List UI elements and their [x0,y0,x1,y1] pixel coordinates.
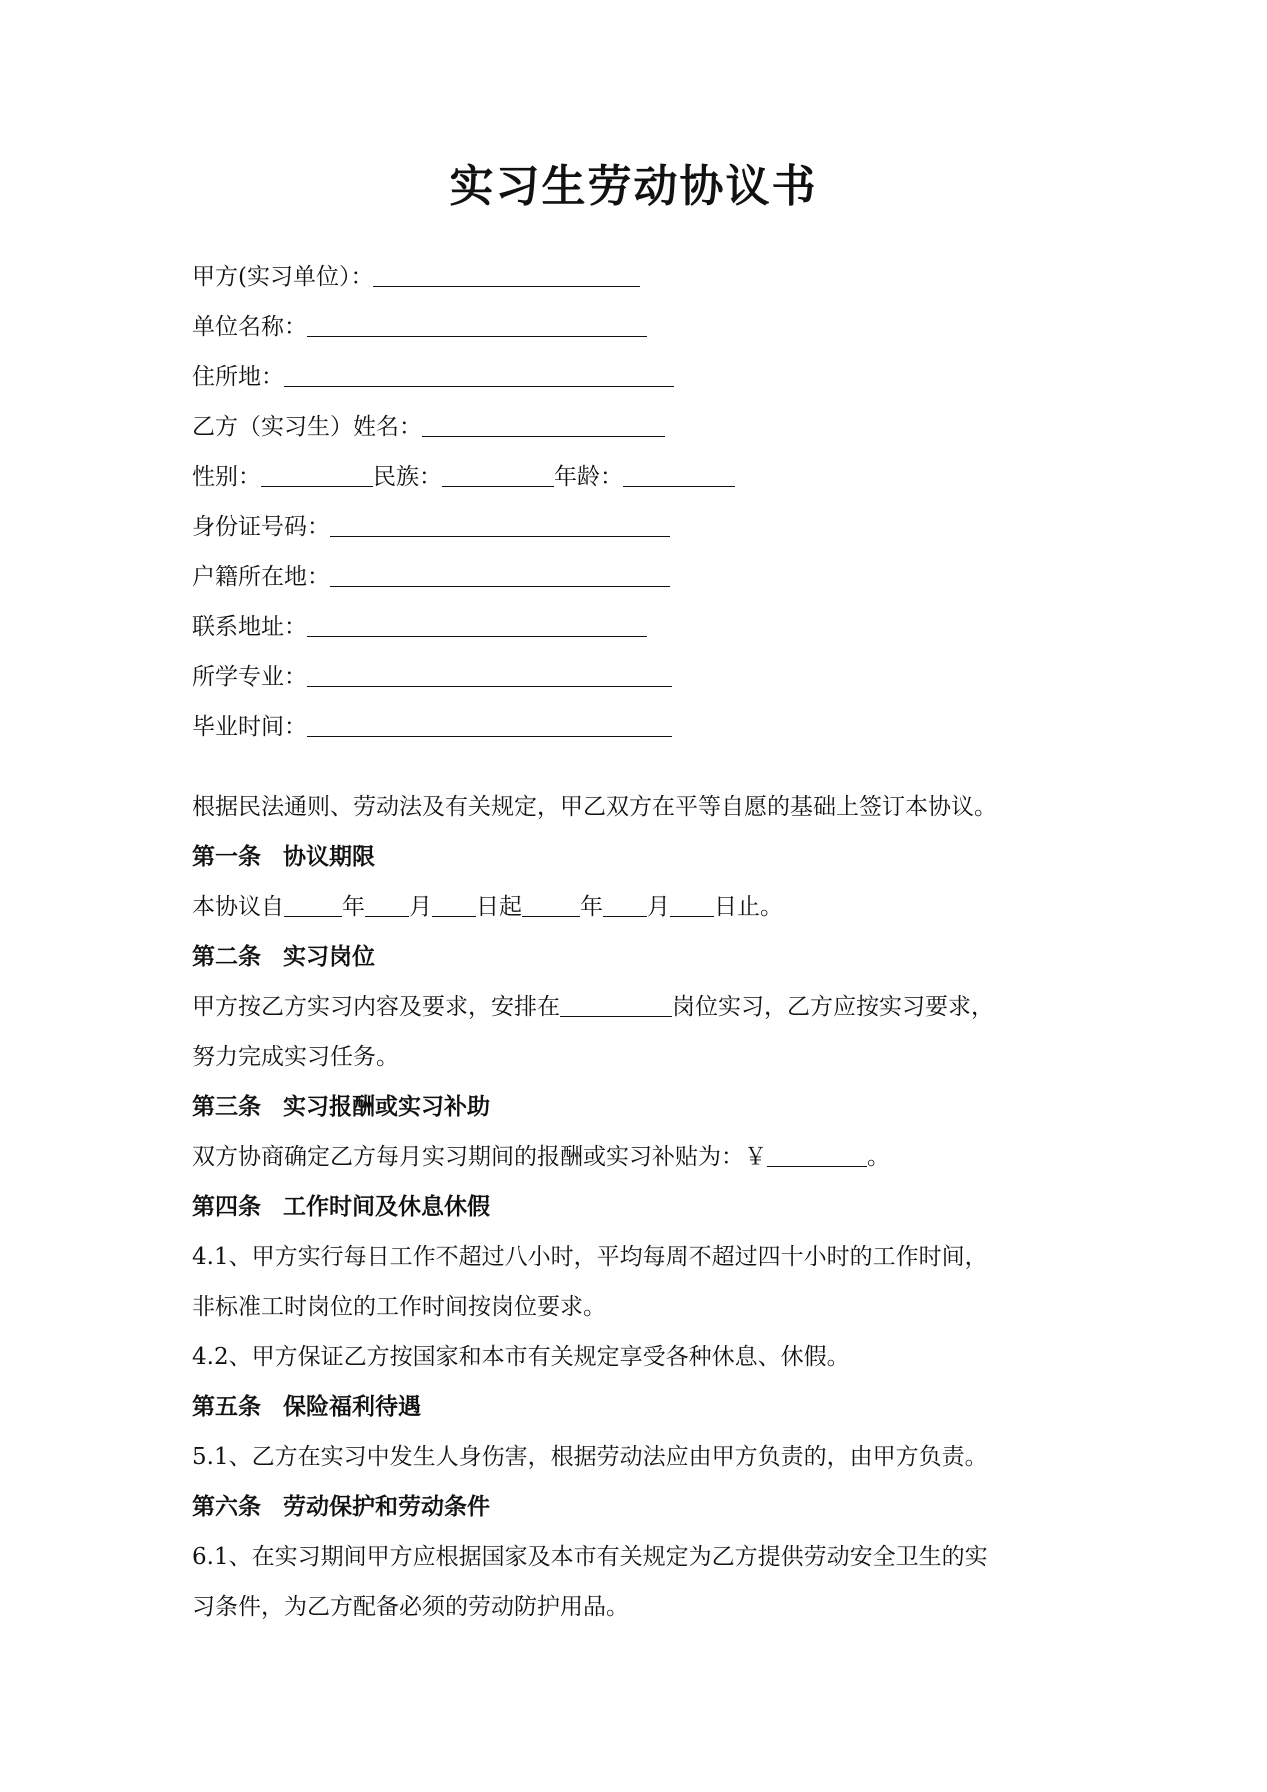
article-title: 保险福利待遇 [283,1394,421,1420]
article-number: 第六条 [192,1494,261,1520]
id-number-blank[interactable] [330,508,670,537]
company-name-label: 单位名称： [192,314,307,340]
pay-line [192,1132,1092,1182]
contact-address-blank[interactable] [307,608,647,637]
term-prefix: 本协议自 [192,894,284,920]
ethnicity-blank[interactable] [442,458,554,487]
position-line [192,982,1092,1032]
article-number: 第一条 [192,844,261,870]
household-label: 户籍所在地： [192,564,330,590]
major-blank[interactable] [307,658,672,687]
contact-address-label: 联系地址： [192,614,307,640]
position-suffix: 岗位实习，乙方应按实习要求， [672,994,994,1020]
position-blank[interactable] [560,988,672,1017]
article-number: 第五条 [192,1394,261,1420]
pay-prefix: 双方协商确定乙方每月实习期间的报酬或实习补贴为：￥ [192,1144,767,1170]
article-number: 第三条 [192,1094,261,1120]
id-number-label: 身份证号码： [192,514,330,540]
intro-paragraph: 根据民法通则、劳动法及有关规定，甲乙双方在平等自愿的基础上签订本协议。 [192,794,997,820]
gender-label: 性别： [192,464,261,490]
article-number: 第四条 [192,1194,261,1220]
article-3-heading [192,1082,1092,1132]
major-label: 所学专业： [192,664,307,690]
start-month-blank[interactable] [365,888,409,917]
age-blank[interactable] [623,458,735,487]
address-blank[interactable] [284,358,674,387]
end-year-blank[interactable] [522,888,580,917]
graduation-row [192,702,1092,752]
article-5-heading [192,1382,1092,1432]
article-6-heading [192,1482,1092,1532]
article-title: 协议期限 [283,844,375,870]
party-b-label: 乙方（实习生）姓名： [192,414,422,440]
start-day-blank[interactable] [432,888,476,917]
household-blank[interactable] [330,558,670,587]
end-month-blank[interactable] [603,888,647,917]
end-day-blank[interactable] [670,888,714,917]
clause-4-1-line-2: 非标准工时岗位的工作时间按岗位要求。 [192,1294,606,1320]
start-day-label: 日起 [476,894,522,920]
spacer [192,752,1092,782]
article-title: 实习报酬或实习补助 [283,1094,490,1120]
start-year-label: 年 [342,894,365,920]
id-number-row [192,502,1092,552]
clause-5-1: 5.1、乙方在实习中发生人身伤害，根据劳动法应由甲方负责的，由甲方负责。 [192,1444,988,1470]
pay-amount-blank[interactable] [767,1138,867,1167]
pay-suffix: 。 [867,1144,890,1170]
article-title: 劳动保护和劳动条件 [283,1494,490,1520]
end-day-label: 日止。 [714,894,783,920]
major-row [192,652,1092,702]
document-title: 实习生劳动协议书 [449,161,818,212]
clause-6-1-line-2: 习条件，为乙方配备必须的劳动防护用品。 [192,1594,629,1620]
graduation-blank[interactable] [307,708,672,737]
party-b-blank[interactable] [422,408,665,437]
clause-6-1-line-1: 6.1、在实习期间甲方应根据国家及本市有关规定为乙方提供劳动安全卫生的实 [192,1544,988,1570]
start-year-blank[interactable] [284,888,342,917]
party-b-row [192,402,1092,452]
address-label: 住所地： [192,364,284,390]
party-a-blank[interactable] [373,258,640,287]
article-title: 工作时间及休息休假 [283,1194,490,1220]
document-body [192,252,1092,1632]
end-month-label: 月 [647,894,670,920]
clause-4-1-line-1: 4.1、甲方实行每日工作不超过八小时，平均每周不超过四十小时的工作时间， [192,1244,988,1270]
position-line-2: 努力完成实习任务。 [192,1044,399,1070]
contact-address-row [192,602,1092,652]
start-month-label: 月 [409,894,432,920]
party-a-label: 甲方(实习单位）： [192,264,374,290]
graduation-label: 毕业时间： [192,714,307,740]
gender-ethnicity-age-row [192,452,1092,502]
article-1-heading [192,832,1092,882]
article-title: 实习岗位 [283,944,375,970]
company-name-blank[interactable] [307,308,647,337]
company-name-row [192,302,1092,352]
gender-blank[interactable] [261,458,373,487]
term-line [192,882,1092,932]
age-label: 年龄： [554,464,623,490]
article-4-heading [192,1182,1092,1232]
party-a-row [192,252,1092,302]
address-row [192,352,1092,402]
clause-4-2: 4.2、甲方保证乙方按国家和本市有关规定享受各种休息、休假。 [192,1344,850,1370]
household-row [192,552,1092,602]
ethnicity-label: 民族： [373,464,442,490]
article-2-heading [192,932,1092,982]
article-number: 第二条 [192,944,261,970]
position-prefix: 甲方按乙方实习内容及要求，安排在 [192,994,560,1020]
end-year-label: 年 [580,894,603,920]
